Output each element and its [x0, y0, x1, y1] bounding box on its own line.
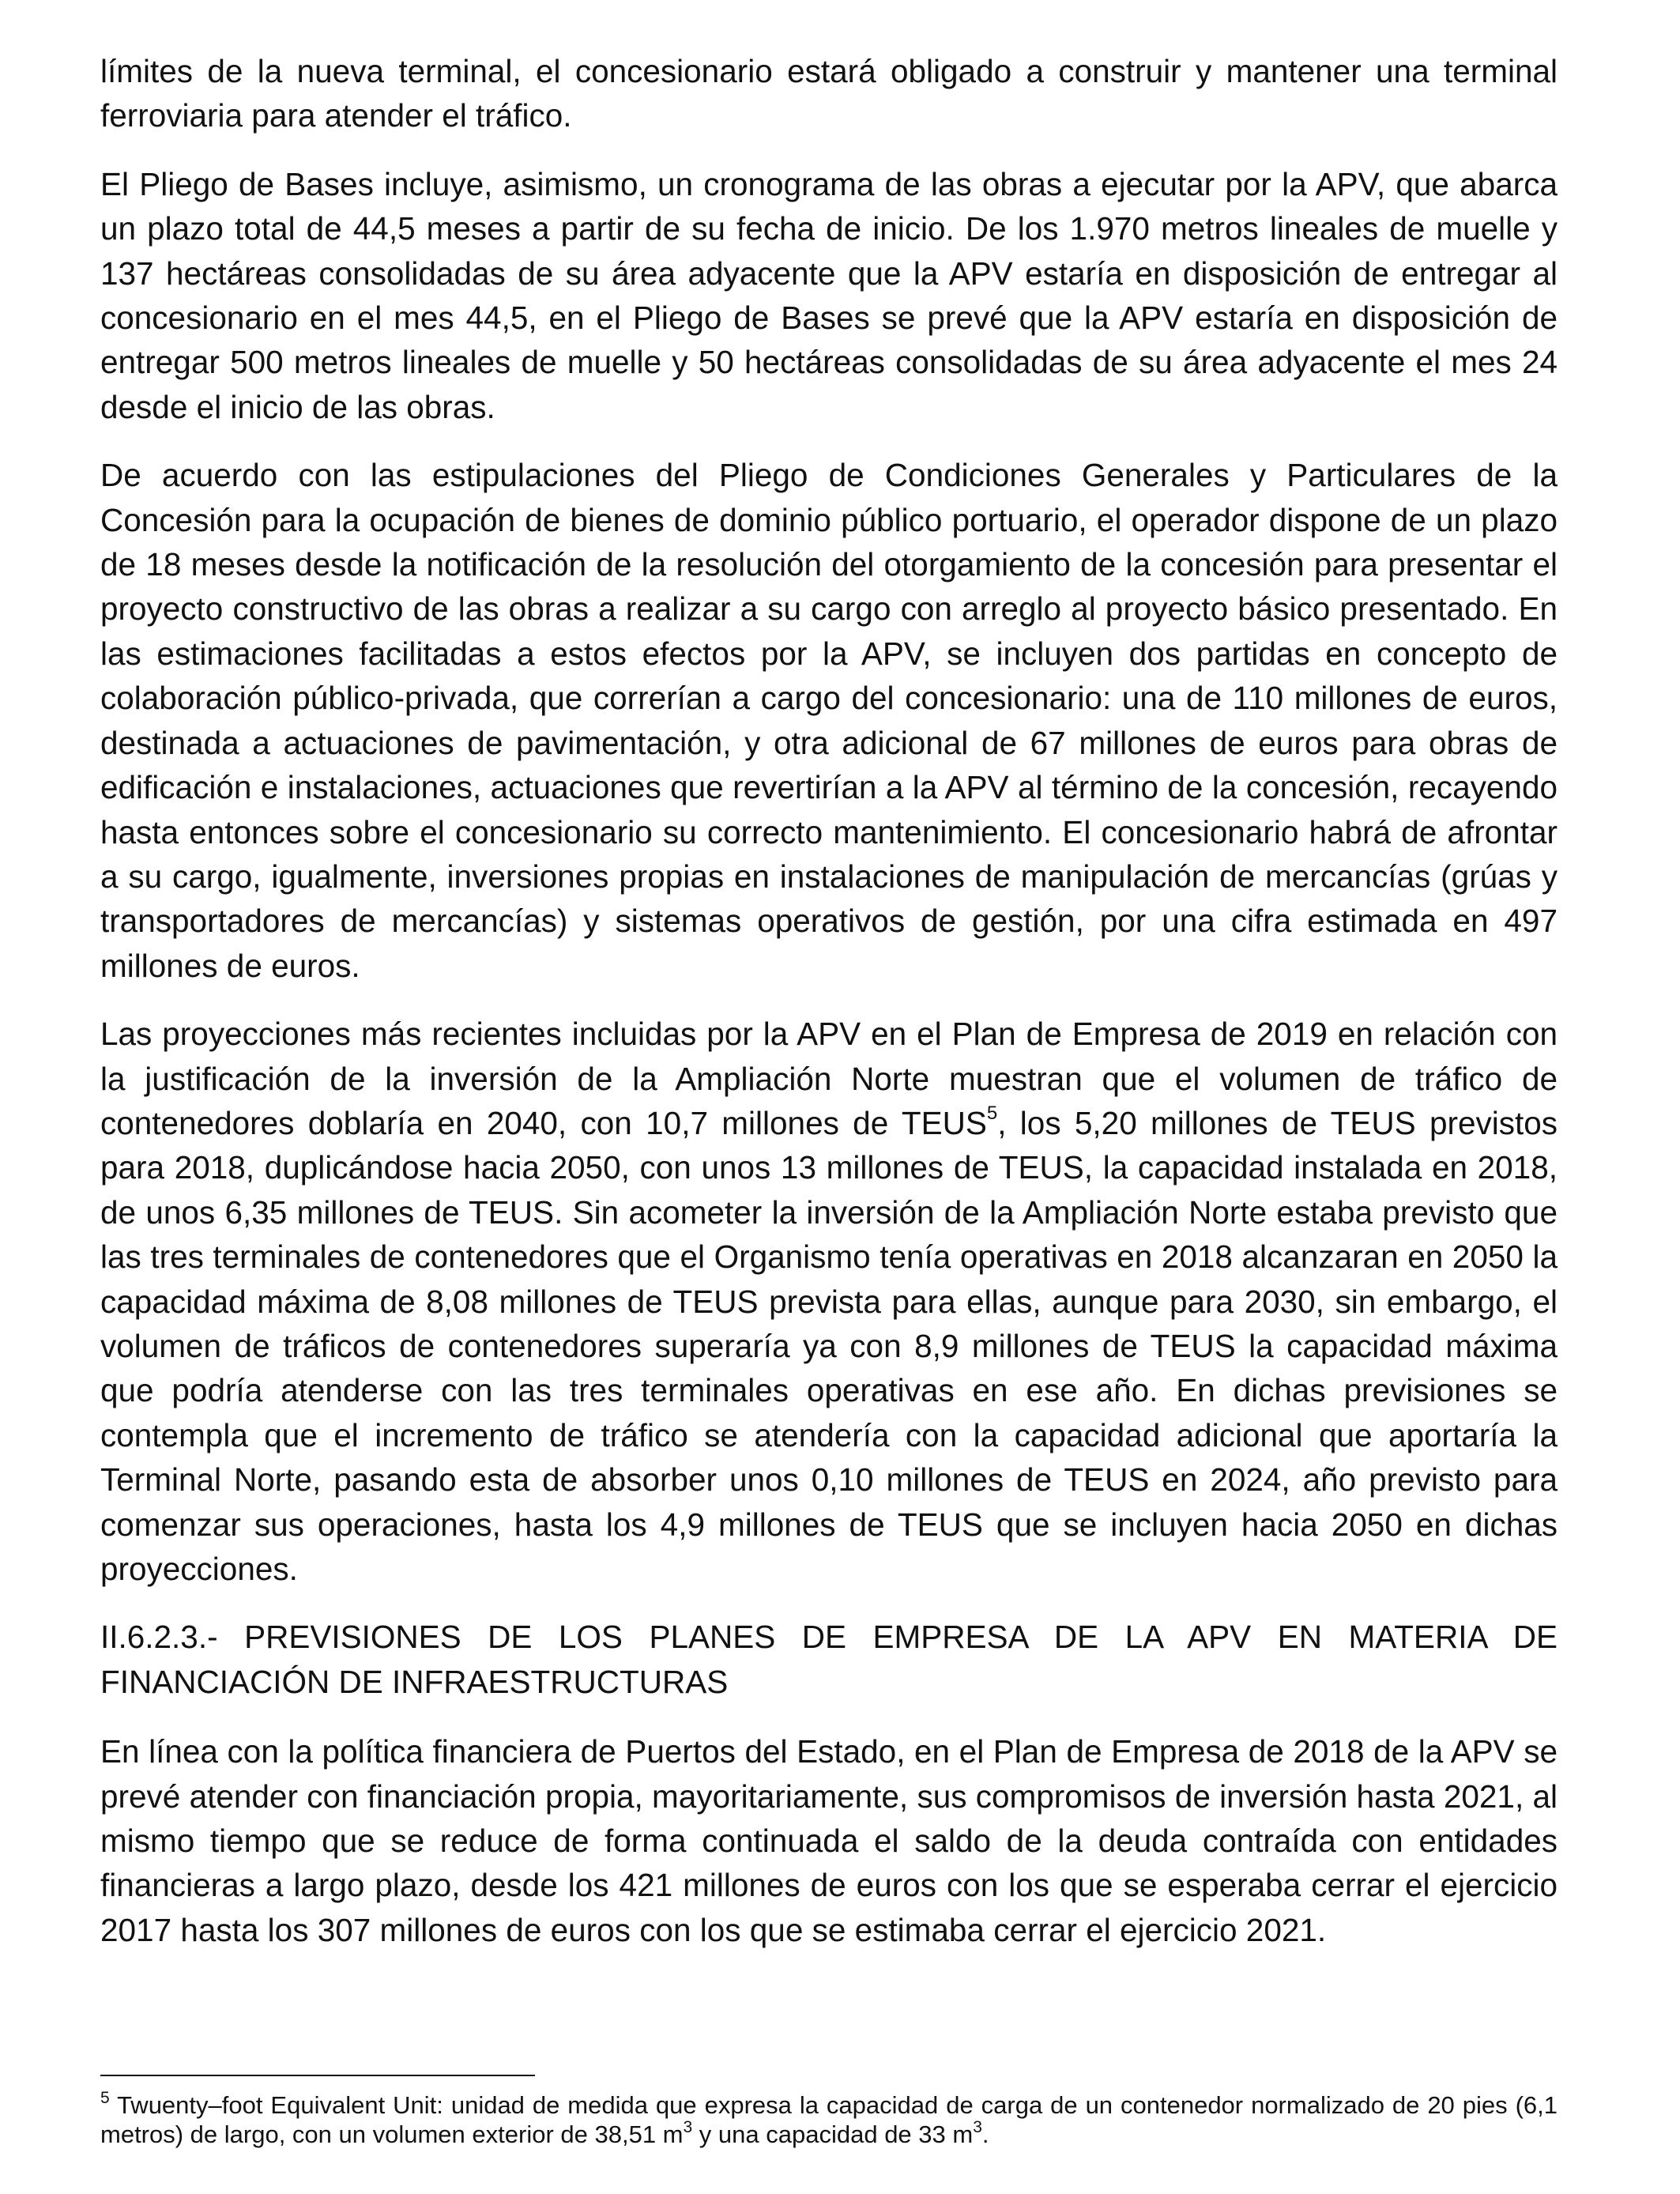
footnote [100, 2090, 1558, 2149]
footnote-reference[interactable]: 5 [986, 1103, 998, 1125]
section-heading: II.6.2.3.- PREVISIONES DE LOS PLANES DE EMPRESA DE LA APV EN MATERIA DE FINANCIACIÓN DE INFRAESTRUCTURAS [100, 1619, 1558, 1700]
paragraph-works-schedule: El Pliego de Bases incluye, asimismo, un cronograma de las obras a ejecutar por la APV, que abarca un plazo total de 44,5 meses a partir de su fecha de inicio. De los 1.970 metros lineales de muelle y 137 hectáreas consolidadas de su área adyacente que la APV estaría en disposición de entregar al concesionario en el mes 44,5, en el Pliego de Bases se prevé que la APV estaría en disposición de entregar 500 metros lineales de muelle y 50 hectáreas consolidadas de su área adyacente el mes 24 desde el inicio de las obras. [100, 165, 1558, 425]
paragraph-rail-terminal: límites de la nueva terminal, el concesionario estará obligado a construir y mantener una terminal ferroviaria para atender el tráfico. [100, 53, 1558, 134]
document-page [100, 49, 1558, 1976]
footnote-text-middle: y una capacidad de 33 m [692, 2120, 974, 2148]
paragraph-teus-projections [100, 1012, 1558, 1591]
footnote-separator [100, 2075, 535, 2076]
footnote-exponent-2: 3 [973, 2117, 982, 2136]
teus-text-before: Las proyecciones más recientes incluidas por la APV en el Plan de Empresa de 2019 en relación con la justificación de la inversión de la Ampliación Norte muestran que el volumen de tráfico de contenedores doblaría en 2040, con 10,7 millones de TEUS [100, 1016, 1558, 1141]
footnote-text-after: . [981, 2120, 989, 2148]
teus-text-after: , los 5,20 millones de TEUS previstos para 2018, duplicándose hacia 2050, con unos 13 millones de TEUS, la capacidad instalada en 2018, de unos 6,35 millones de TEUS. Sin acometer la inversión de la Ampliación Norte estaba previsto que las tres terminales de contenedores que el Organismo tenía operativas en 2018 alcanzaran en 2050 la capacidad máxima de 8,08 millones de TEUS prevista para ellas, aunque para 2030, sin embargo, el volumen de tráficos de contenedores superaría ya con 8,9 millones de TEUS la capacidad máxima que podría atenderse con las tres terminales operativas en ese año. En dichas previsiones se contempla que el incremento de tráfico se atendería con la capacidad adicional que aportaría la Terminal Norte, pasando esta de absorber unos 0,10 millones de TEUS en 2024, año previsto para comenzar sus operaciones, hasta los 4,9 millones de TEUS que se incluyen hacia 2050 en dichas proyecciones. [100, 1104, 1558, 1587]
footnote-text-before: Twuenty–foot Equivalent Unit: unidad de medida que expresa la capacidad de carga de un contenedor normalizado de 20 pies (6,1 metros) de largo, con un volumen exterior de 38,51 m [100, 2091, 1558, 2148]
footnote-marker: 5 [100, 2088, 110, 2107]
paragraph-concession-terms: De acuerdo con las estipulaciones del Pliego de Condiciones Generales y Particulares de la Concesión para la ocupación de bienes de dominio público portuario, el operador dispone de un plazo de 18 meses desde la notificación de la resolución del otorgamiento de la concesión para presentar el proyecto constructivo de las obras a realizar a su cargo con arreglo al proyecto básico presentado. En las estimaciones facilitadas a estos efectos por la APV, se incluyen dos partidas en concepto de colaboración público-privada, que correrían a cargo del concesionario: una de 110 millones de euros, destinada a actuaciones de pavimentación, y otra adicional de 67 millones de euros para obras de edificación e instalaciones, actuaciones que revertirían a la APV al término de la concesión, recayendo hasta entonces sobre el concesionario su correcto mantenimiento. El concesionario habrá de afrontar a su cargo, igualmente, inversiones propias en instalaciones de manipulación de mercancías (grúas y transportadores de mercancías) y sistemas operativos de gestión, por una cifra estimada en 497 millones de euros. [100, 457, 1558, 984]
footnote-exponent-1: 3 [683, 2117, 693, 2136]
paragraph-financing: En línea con la política financiera de Puertos del Estado, en el Plan de Empresa de 2018 de la APV se prevé atender con financiación propia, mayoritariamente, sus compromisos de inversión hasta 2021, al mismo tiempo que se reduce de forma continuada el saldo de la deuda contraída con entidades financieras a largo plazo, desde los 421 millones de euros con los que se esperaba cerrar el ejercicio 2017 hasta los 307 millones de euros con los que se estimaba cerrar el ejercicio 2021. [100, 1733, 1558, 1948]
